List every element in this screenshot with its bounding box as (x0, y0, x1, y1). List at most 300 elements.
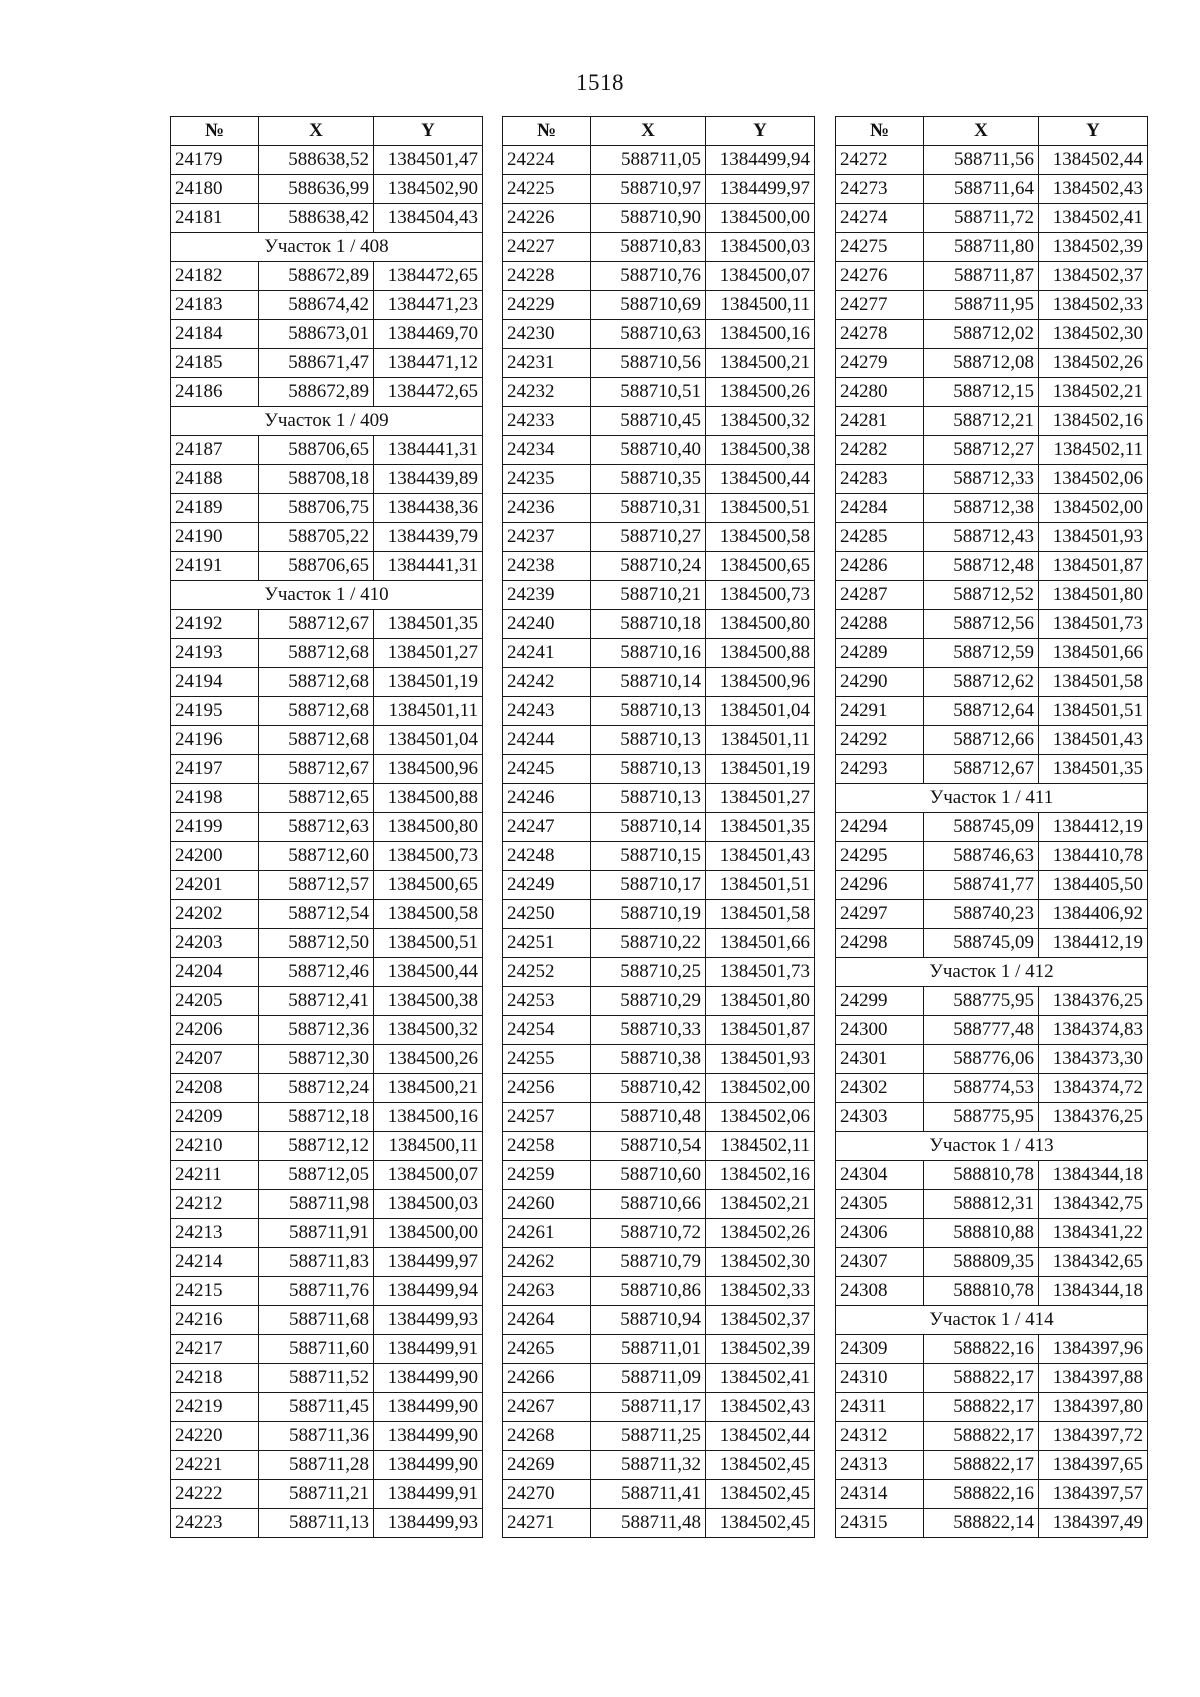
y-coordinate-cell: 1384500,03 (374, 1190, 483, 1219)
x-coordinate-cell: 588710,42 (591, 1074, 706, 1103)
x-coordinate-cell: 588711,48 (591, 1509, 706, 1538)
table-row (503, 987, 815, 1016)
x-coordinate-cell: 588710,69 (591, 291, 706, 320)
point-number-cell: 24238 (503, 552, 591, 581)
point-number-cell: 24303 (836, 1103, 924, 1132)
point-number-cell: 24209 (171, 1103, 259, 1132)
x-coordinate-cell: 588711,91 (259, 1219, 374, 1248)
y-coordinate-cell: 1384501,35 (1039, 755, 1148, 784)
table-row (836, 1364, 1148, 1393)
y-coordinate-cell: 1384502,45 (706, 1480, 815, 1509)
point-number-cell: 24226 (503, 204, 591, 233)
table-row (503, 610, 815, 639)
x-coordinate-cell: 588712,68 (259, 726, 374, 755)
y-coordinate-cell: 1384410,78 (1039, 842, 1148, 871)
y-coordinate-cell: 1384499,94 (706, 146, 815, 175)
y-coordinate-cell: 1384500,32 (374, 1016, 483, 1045)
table-row (171, 465, 483, 494)
y-coordinate-cell: 1384501,73 (1039, 610, 1148, 639)
x-coordinate-cell: 588810,78 (924, 1277, 1039, 1306)
point-number-cell: 24230 (503, 320, 591, 349)
table-row (836, 146, 1148, 175)
point-number-cell: 24242 (503, 668, 591, 697)
y-coordinate-cell: 1384500,80 (706, 610, 815, 639)
point-number-cell: 24235 (503, 465, 591, 494)
x-coordinate-cell: 588710,14 (591, 668, 706, 697)
point-number-cell: 24280 (836, 378, 924, 407)
table-row (171, 1509, 483, 1538)
y-coordinate-cell: 1384501,04 (706, 697, 815, 726)
point-number-cell: 24237 (503, 523, 591, 552)
header-x: X (924, 117, 1039, 146)
table-row (171, 929, 483, 958)
x-coordinate-cell: 588711,80 (924, 233, 1039, 262)
y-coordinate-cell: 1384502,26 (706, 1219, 815, 1248)
x-coordinate-cell: 588711,09 (591, 1364, 706, 1393)
section-title: Участок 1 / 410 (171, 581, 483, 610)
table-row (171, 1161, 483, 1190)
table-row (171, 262, 483, 291)
table-row (836, 523, 1148, 552)
y-coordinate-cell: 1384500,00 (374, 1219, 483, 1248)
table-row (836, 378, 1148, 407)
table-row (503, 697, 815, 726)
y-coordinate-cell: 1384502,06 (706, 1103, 815, 1132)
table-row (503, 842, 815, 871)
y-coordinate-cell: 1384397,96 (1039, 1335, 1148, 1364)
point-number-cell: 24301 (836, 1045, 924, 1074)
point-number-cell: 24297 (836, 900, 924, 929)
x-coordinate-cell: 588710,31 (591, 494, 706, 523)
y-coordinate-cell: 1384504,43 (374, 204, 483, 233)
point-number-cell: 24199 (171, 813, 259, 842)
x-coordinate-cell: 588711,45 (259, 1393, 374, 1422)
table-row (503, 755, 815, 784)
table-row (836, 1335, 1148, 1364)
y-coordinate-cell: 1384501,93 (706, 1045, 815, 1074)
x-coordinate-cell: 588710,90 (591, 204, 706, 233)
x-coordinate-cell: 588711,52 (259, 1364, 374, 1393)
y-coordinate-cell: 1384471,12 (374, 349, 483, 378)
x-coordinate-cell: 588710,56 (591, 349, 706, 378)
table-row (171, 1219, 483, 1248)
point-number-cell: 24231 (503, 349, 591, 378)
y-coordinate-cell: 1384501,11 (706, 726, 815, 755)
y-coordinate-cell: 1384500,16 (374, 1103, 483, 1132)
point-number-cell: 24255 (503, 1045, 591, 1074)
table-row (171, 1480, 483, 1509)
table-row (171, 697, 483, 726)
x-coordinate-cell: 588822,17 (924, 1393, 1039, 1422)
x-coordinate-cell: 588822,16 (924, 1480, 1039, 1509)
table-row (503, 436, 815, 465)
table-row (503, 668, 815, 697)
table-row (171, 1248, 483, 1277)
point-number-cell: 24185 (171, 349, 259, 378)
table-row (836, 349, 1148, 378)
table-row (171, 523, 483, 552)
x-coordinate-cell: 588712,60 (259, 842, 374, 871)
x-coordinate-cell: 588710,40 (591, 436, 706, 465)
point-number-cell: 24305 (836, 1190, 924, 1219)
table-row (836, 1190, 1148, 1219)
y-coordinate-cell: 1384471,23 (374, 291, 483, 320)
point-number-cell: 24227 (503, 233, 591, 262)
table-row (503, 1509, 815, 1538)
y-coordinate-cell: 1384397,49 (1039, 1509, 1148, 1538)
x-coordinate-cell: 588712,48 (924, 552, 1039, 581)
table-row (836, 465, 1148, 494)
point-number-cell: 24263 (503, 1277, 591, 1306)
point-number-cell: 24249 (503, 871, 591, 900)
y-coordinate-cell: 1384373,30 (1039, 1045, 1148, 1074)
table-row (503, 291, 815, 320)
table-row (836, 842, 1148, 871)
x-coordinate-cell: 588777,48 (924, 1016, 1039, 1045)
x-coordinate-cell: 588712,65 (259, 784, 374, 813)
x-coordinate-cell: 588712,59 (924, 639, 1039, 668)
y-coordinate-cell: 1384344,18 (1039, 1277, 1148, 1306)
x-coordinate-cell: 588710,97 (591, 175, 706, 204)
point-number-cell: 24293 (836, 755, 924, 784)
table-row (503, 204, 815, 233)
point-number-cell: 24264 (503, 1306, 591, 1335)
table-row (171, 813, 483, 842)
table-row (171, 755, 483, 784)
table-row (836, 900, 1148, 929)
x-coordinate-cell: 588712,57 (259, 871, 374, 900)
point-number-cell: 24248 (503, 842, 591, 871)
table-row (171, 552, 483, 581)
point-number-cell: 24240 (503, 610, 591, 639)
y-coordinate-cell: 1384502,90 (374, 175, 483, 204)
point-number-cell: 24179 (171, 146, 259, 175)
table-row (836, 1161, 1148, 1190)
x-coordinate-cell: 588712,43 (924, 523, 1039, 552)
table-row (503, 1074, 815, 1103)
table-row (171, 726, 483, 755)
x-coordinate-cell: 588822,14 (924, 1509, 1039, 1538)
table-row (503, 1132, 815, 1161)
point-number-cell: 24190 (171, 523, 259, 552)
x-coordinate-cell: 588746,63 (924, 842, 1039, 871)
y-coordinate-cell: 1384501,58 (1039, 668, 1148, 697)
section-title: Участок 1 / 412 (836, 958, 1148, 987)
y-coordinate-cell: 1384376,25 (1039, 987, 1148, 1016)
table-row (171, 320, 483, 349)
point-number-cell: 24310 (836, 1364, 924, 1393)
y-coordinate-cell: 1384501,27 (706, 784, 815, 813)
point-number-cell: 24275 (836, 233, 924, 262)
x-coordinate-cell: 588712,63 (259, 813, 374, 842)
table-row (171, 1016, 483, 1045)
y-coordinate-cell: 1384501,04 (374, 726, 483, 755)
table-row (171, 900, 483, 929)
table-row (503, 639, 815, 668)
y-coordinate-cell: 1384502,44 (1039, 146, 1148, 175)
y-coordinate-cell: 1384376,25 (1039, 1103, 1148, 1132)
table-row (503, 1161, 815, 1190)
y-coordinate-cell: 1384374,83 (1039, 1016, 1148, 1045)
point-number-cell: 24266 (503, 1364, 591, 1393)
x-coordinate-cell: 588710,83 (591, 233, 706, 262)
y-coordinate-cell: 1384499,91 (374, 1335, 483, 1364)
y-coordinate-cell: 1384499,97 (374, 1248, 483, 1277)
y-coordinate-cell: 1384501,11 (374, 697, 483, 726)
section-title: Участок 1 / 408 (171, 233, 483, 262)
x-coordinate-cell: 588710,54 (591, 1132, 706, 1161)
x-coordinate-cell: 588710,13 (591, 726, 706, 755)
table-row (503, 1277, 815, 1306)
y-coordinate-cell: 1384501,47 (374, 146, 483, 175)
point-number-cell: 24219 (171, 1393, 259, 1422)
table-row (836, 175, 1148, 204)
x-coordinate-cell: 588671,47 (259, 349, 374, 378)
table-row (503, 349, 815, 378)
point-number-cell: 24195 (171, 697, 259, 726)
point-number-cell: 24243 (503, 697, 591, 726)
table-row (503, 1016, 815, 1045)
point-number-cell: 24313 (836, 1451, 924, 1480)
point-number-cell: 24268 (503, 1422, 591, 1451)
point-number-cell: 24265 (503, 1335, 591, 1364)
y-coordinate-cell: 1384499,94 (374, 1277, 483, 1306)
y-coordinate-cell: 1384502,45 (706, 1509, 815, 1538)
section-row (836, 1132, 1148, 1161)
x-coordinate-cell: 588710,94 (591, 1306, 706, 1335)
point-number-cell: 24189 (171, 494, 259, 523)
table-row (171, 1074, 483, 1103)
table-row (171, 378, 483, 407)
y-coordinate-cell: 1384438,36 (374, 494, 483, 523)
point-number-cell: 24257 (503, 1103, 591, 1132)
table-row (171, 1045, 483, 1074)
table-row (171, 987, 483, 1016)
table-row (171, 610, 483, 639)
section-row (836, 1306, 1148, 1335)
x-coordinate-cell: 588710,76 (591, 262, 706, 291)
point-number-cell: 24267 (503, 1393, 591, 1422)
coordinate-tables (0, 116, 1200, 1576)
table-row (503, 1451, 815, 1480)
point-number-cell: 24298 (836, 929, 924, 958)
point-number-cell: 24217 (171, 1335, 259, 1364)
y-coordinate-cell: 1384502,16 (1039, 407, 1148, 436)
header-y: Y (374, 117, 483, 146)
y-coordinate-cell: 1384502,39 (1039, 233, 1148, 262)
x-coordinate-cell: 588712,52 (924, 581, 1039, 610)
y-coordinate-cell: 1384500,26 (706, 378, 815, 407)
point-number-cell: 24222 (171, 1480, 259, 1509)
y-coordinate-cell: 1384500,80 (374, 813, 483, 842)
y-coordinate-cell: 1384397,72 (1039, 1422, 1148, 1451)
point-number-cell: 24206 (171, 1016, 259, 1045)
table-row (503, 1422, 815, 1451)
x-coordinate-cell: 588712,27 (924, 436, 1039, 465)
table-row (503, 726, 815, 755)
point-number-cell: 24290 (836, 668, 924, 697)
table-row (503, 1248, 815, 1277)
point-number-cell: 24198 (171, 784, 259, 813)
y-coordinate-cell: 1384397,88 (1039, 1364, 1148, 1393)
point-number-cell: 24312 (836, 1422, 924, 1451)
y-coordinate-cell: 1384502,21 (706, 1190, 815, 1219)
table-row (171, 146, 483, 175)
table-row (836, 1248, 1148, 1277)
point-number-cell: 24294 (836, 813, 924, 842)
x-coordinate-cell: 588712,62 (924, 668, 1039, 697)
point-number-cell: 24183 (171, 291, 259, 320)
x-coordinate-cell: 588710,72 (591, 1219, 706, 1248)
table-row (836, 1219, 1148, 1248)
table-row (836, 1103, 1148, 1132)
point-number-cell: 24253 (503, 987, 591, 1016)
point-number-cell: 24271 (503, 1509, 591, 1538)
table-row (503, 1393, 815, 1422)
x-coordinate-cell: 588810,88 (924, 1219, 1039, 1248)
table-row (836, 552, 1148, 581)
x-coordinate-cell: 588745,09 (924, 813, 1039, 842)
x-coordinate-cell: 588706,65 (259, 552, 374, 581)
table-row (503, 1219, 815, 1248)
table-row (836, 610, 1148, 639)
point-number-cell: 24276 (836, 262, 924, 291)
y-coordinate-cell: 1384502,30 (706, 1248, 815, 1277)
y-coordinate-cell: 1384341,22 (1039, 1219, 1148, 1248)
x-coordinate-cell: 588705,22 (259, 523, 374, 552)
table-row (836, 1509, 1148, 1538)
y-coordinate-cell: 1384342,65 (1039, 1248, 1148, 1277)
table-row (171, 349, 483, 378)
x-coordinate-cell: 588711,25 (591, 1422, 706, 1451)
y-coordinate-cell: 1384500,73 (374, 842, 483, 871)
point-number-cell: 24200 (171, 842, 259, 871)
x-coordinate-cell: 588711,60 (259, 1335, 374, 1364)
table-row (171, 1422, 483, 1451)
point-number-cell: 24274 (836, 204, 924, 233)
point-number-cell: 24244 (503, 726, 591, 755)
point-number-cell: 24315 (836, 1509, 924, 1538)
table-row (836, 639, 1148, 668)
point-number-cell: 24187 (171, 436, 259, 465)
point-number-cell: 24283 (836, 465, 924, 494)
table-row (836, 726, 1148, 755)
y-coordinate-cell: 1384501,66 (1039, 639, 1148, 668)
x-coordinate-cell: 588711,21 (259, 1480, 374, 1509)
x-coordinate-cell: 588712,33 (924, 465, 1039, 494)
point-number-cell: 24218 (171, 1364, 259, 1393)
point-number-cell: 24273 (836, 175, 924, 204)
y-coordinate-cell: 1384500,73 (706, 581, 815, 610)
point-number-cell: 24306 (836, 1219, 924, 1248)
table-row (836, 1277, 1148, 1306)
y-coordinate-cell: 1384501,80 (706, 987, 815, 1016)
table-row (171, 494, 483, 523)
x-coordinate-cell: 588712,12 (259, 1132, 374, 1161)
x-coordinate-cell: 588741,77 (924, 871, 1039, 900)
table-row (836, 1393, 1148, 1422)
point-number-cell: 24181 (171, 204, 259, 233)
point-number-cell: 24272 (836, 146, 924, 175)
x-coordinate-cell: 588711,28 (259, 1451, 374, 1480)
table-row (171, 1277, 483, 1306)
x-coordinate-cell: 588740,23 (924, 900, 1039, 929)
x-coordinate-cell: 588712,67 (924, 755, 1039, 784)
point-number-cell: 24314 (836, 1480, 924, 1509)
x-coordinate-cell: 588712,30 (259, 1045, 374, 1074)
point-number-cell: 24216 (171, 1306, 259, 1335)
table-row (836, 755, 1148, 784)
y-coordinate-cell: 1384502,33 (1039, 291, 1148, 320)
y-coordinate-cell: 1384500,96 (374, 755, 483, 784)
y-coordinate-cell: 1384500,26 (374, 1045, 483, 1074)
point-number-cell: 24291 (836, 697, 924, 726)
y-coordinate-cell: 1384500,88 (706, 639, 815, 668)
table-row (836, 1480, 1148, 1509)
y-coordinate-cell: 1384500,21 (706, 349, 815, 378)
point-number-cell: 24245 (503, 755, 591, 784)
y-coordinate-cell: 1384500,96 (706, 668, 815, 697)
x-coordinate-cell: 588712,64 (924, 697, 1039, 726)
table-row (836, 494, 1148, 523)
table-row (171, 204, 483, 233)
point-number-cell: 24252 (503, 958, 591, 987)
x-coordinate-cell: 588711,56 (924, 146, 1039, 175)
y-coordinate-cell: 1384501,73 (706, 958, 815, 987)
point-number-cell: 24220 (171, 1422, 259, 1451)
x-coordinate-cell: 588822,17 (924, 1422, 1039, 1451)
x-coordinate-cell: 588712,68 (259, 668, 374, 697)
point-number-cell: 24250 (503, 900, 591, 929)
table-row (171, 639, 483, 668)
table-row (503, 784, 815, 813)
point-number-cell: 24296 (836, 871, 924, 900)
x-coordinate-cell: 588711,98 (259, 1190, 374, 1219)
y-coordinate-cell: 1384502,21 (1039, 378, 1148, 407)
header-number: № (503, 117, 591, 146)
point-number-cell: 24213 (171, 1219, 259, 1248)
point-number-cell: 24260 (503, 1190, 591, 1219)
x-coordinate-cell: 588706,65 (259, 436, 374, 465)
x-coordinate-cell: 588774,53 (924, 1074, 1039, 1103)
table-row (503, 523, 815, 552)
x-coordinate-cell: 588710,60 (591, 1161, 706, 1190)
y-coordinate-cell: 1384501,19 (374, 668, 483, 697)
section-title: Участок 1 / 411 (836, 784, 1148, 813)
point-number-cell: 24229 (503, 291, 591, 320)
y-coordinate-cell: 1384502,43 (1039, 175, 1148, 204)
point-number-cell: 24270 (503, 1480, 591, 1509)
x-coordinate-cell: 588711,95 (924, 291, 1039, 320)
point-number-cell: 24203 (171, 929, 259, 958)
table-row (836, 1422, 1148, 1451)
y-coordinate-cell: 1384412,19 (1039, 929, 1148, 958)
table-row (836, 1016, 1148, 1045)
x-coordinate-cell: 588711,32 (591, 1451, 706, 1480)
y-coordinate-cell: 1384500,65 (706, 552, 815, 581)
point-number-cell: 24247 (503, 813, 591, 842)
x-coordinate-cell: 588710,33 (591, 1016, 706, 1045)
x-coordinate-cell: 588711,64 (924, 175, 1039, 204)
point-number-cell: 24205 (171, 987, 259, 1016)
point-number-cell: 24196 (171, 726, 259, 755)
y-coordinate-cell: 1384502,00 (1039, 494, 1148, 523)
y-coordinate-cell: 1384499,97 (706, 175, 815, 204)
y-coordinate-cell: 1384502,30 (1039, 320, 1148, 349)
section-title: Участок 1 / 414 (836, 1306, 1148, 1335)
y-coordinate-cell: 1384502,37 (706, 1306, 815, 1335)
table-row (503, 871, 815, 900)
